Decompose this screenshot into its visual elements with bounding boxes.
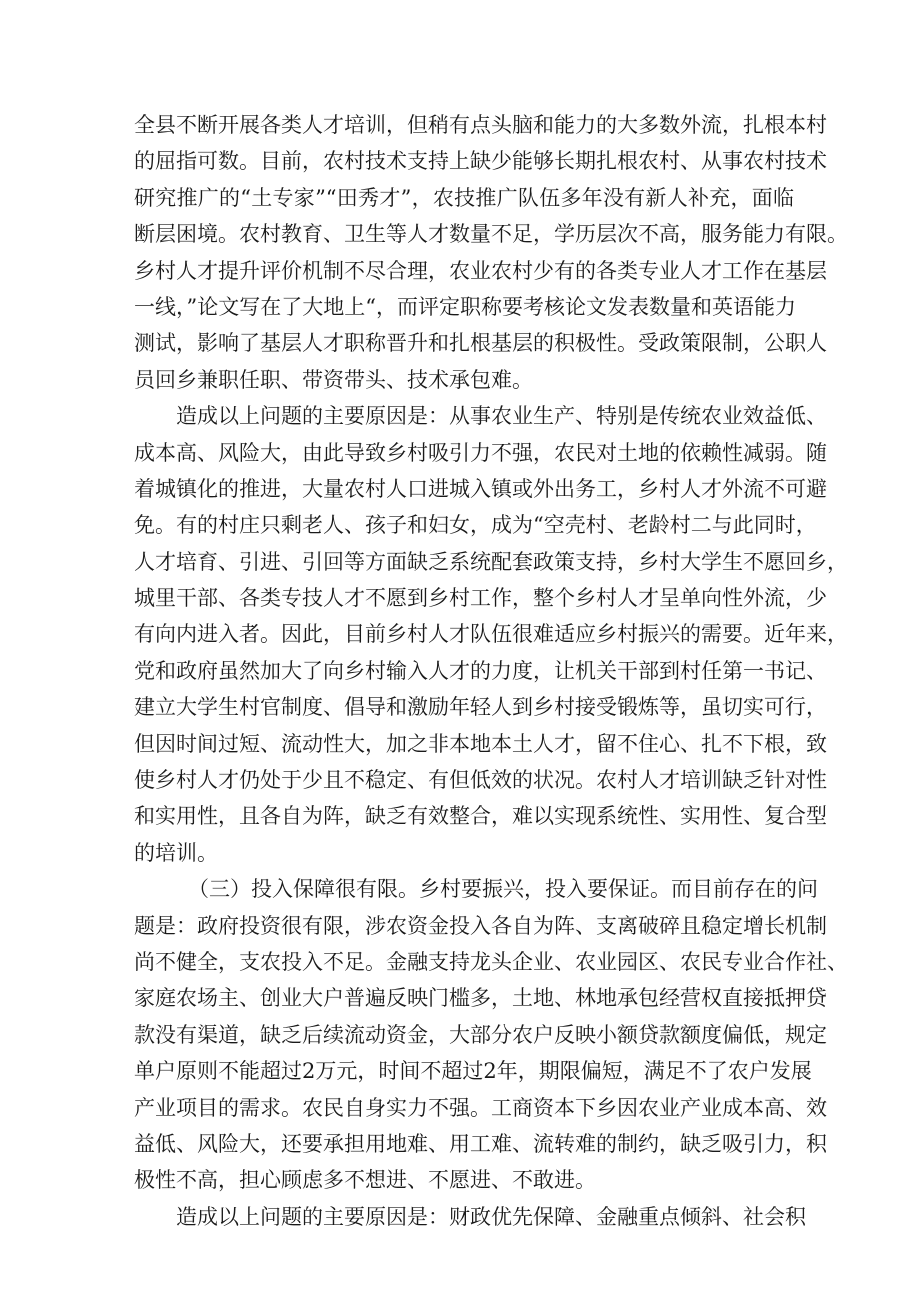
paragraph-1-line: 全县不断开展各类人才培训，但稍有点头脑和能力的大多数外流，扎根本村 — [134, 113, 827, 137]
paragraph-2-line: 和实用性，且各自为阵，缺乏有效整合，难以实现系统性、实用性、复合型 — [134, 804, 827, 829]
paragraph-1-line: 一线，”论文写在了大地上“，而评定职称要考核论文发表数量和英语能力 — [134, 294, 796, 319]
paragraph-1-line: 断层困境。农村教育、卫生等人才数量不足，学历层次不高，服务能力有限。 — [134, 222, 848, 247]
section-heading-line: （三）投入保障很有限。乡村要振兴，投入要保证。而目前存在的问 — [188, 877, 818, 902]
paragraph-3-line: 单户原则不能超过2万元，时间不超过2年，期限偏短，满足不了农户发展 — [134, 1059, 812, 1084]
paragraph-2-line: 但因时间过短、流动性大，加之非本地本土人才，留不住心、扎不下根，致 — [134, 731, 827, 756]
paragraph-1-line: 员回乡兼职任职、带资带头、技术承包难。 — [134, 367, 533, 392]
paragraph-2-line: 有向内进入者。因此，目前乡村人才队伍很难适应乡村振兴的需要。近年来， — [134, 622, 848, 647]
paragraph-2-line: 着城镇化的推进，大量农村人口进城入镇或外出务工，乡村人才外流不可避 — [134, 476, 827, 501]
paragraph-2-line: 造成以上问题的主要原因是：从事农业生产、特别是传统农业效益低、 — [176, 404, 827, 429]
paragraph-3-line: 题是：政府投资很有限，涉农资金投入各自为阵、支离破碎且稳定增长机制 — [134, 913, 827, 938]
paragraph-3-line: 益低、风险大，还要承担用地难、用工难、流转难的制约，缺乏吸引力，积 — [134, 1131, 827, 1156]
paragraph-3-line: 尚不健全，支农投入不足。金融支持龙头企业、农业园区、农民专业合作社、 — [134, 949, 848, 974]
paragraph-3-line: 家庭农场主、创业大户普遍反映门槛多，土地、林地承包经营权直接抵押贷 — [134, 986, 827, 1011]
paragraph-3-line: 款没有渠道，缺乏后续流动资金，大部分农户反映小额贷款额度偏低，规定 — [134, 1022, 827, 1047]
paragraph-2-line: 人才培育、引进、引回等方面缺乏系统配套政策支持，乡村大学生不愿回乡， — [134, 549, 848, 574]
paragraph-2-line: 免。有的村庄只剩老人、孩子和妇女，成为“空壳村、老龄村二与此同时， — [134, 513, 817, 538]
body-text — [134, 107, 848, 1235]
paragraph-2-line: 党和政府虽然加大了向乡村输入人才的力度，让机关干部到村任第一书记、 — [134, 658, 827, 683]
paragraph-1-line: 乡村人才提升评价机制不尽合理，农业农村少有的各类专业人才工作在基层 — [134, 258, 827, 283]
paragraph-4-line: 造成以上问题的主要原因是：财政优先保障、金融重点倾斜、社会积 — [176, 1204, 806, 1229]
paragraph-2-line: 城里干部、各类专技人才不愿到乡村工作，整个乡村人才呈单向性外流，少 — [134, 586, 827, 611]
paragraph-1-line: 测试，影响了基层人才职称晋升和扎根基层的积极性。受政策限制，公职人 — [134, 331, 827, 356]
paragraph-1-line: 研究推广的“土专家”“田秀才”，农技推广队伍多年没有新人补充，面临 — [134, 185, 794, 210]
paragraph-2-line: 成本高、风险大，由此导致乡村吸引力不强，农民对土地的依赖性减弱。随 — [134, 440, 827, 465]
paragraph-1-line: 的屈指可数。目前，农村技术支持上缺少能够长期扎根农村、从事农村技术 — [134, 149, 827, 174]
paragraph-2-line: 使乡村人才仍处于少且不稳定、有但低效的状况。农村人才培训缺乏针对性 — [134, 768, 827, 793]
paragraph-2-line: 建立大学生村官制度、倡导和激励年轻人到乡村接受锻炼等，虽切实可行， — [134, 695, 827, 720]
paragraph-3-line: 极性不高，担心顾虑多不想进、不愿进、不敢进。 — [134, 1168, 596, 1193]
paragraph-3-line: 产业项目的需求。农民自身实力不强。工商资本下乡因农业产业成本高、效 — [134, 1095, 827, 1120]
paragraph-2-line: 的培训。 — [134, 840, 218, 865]
